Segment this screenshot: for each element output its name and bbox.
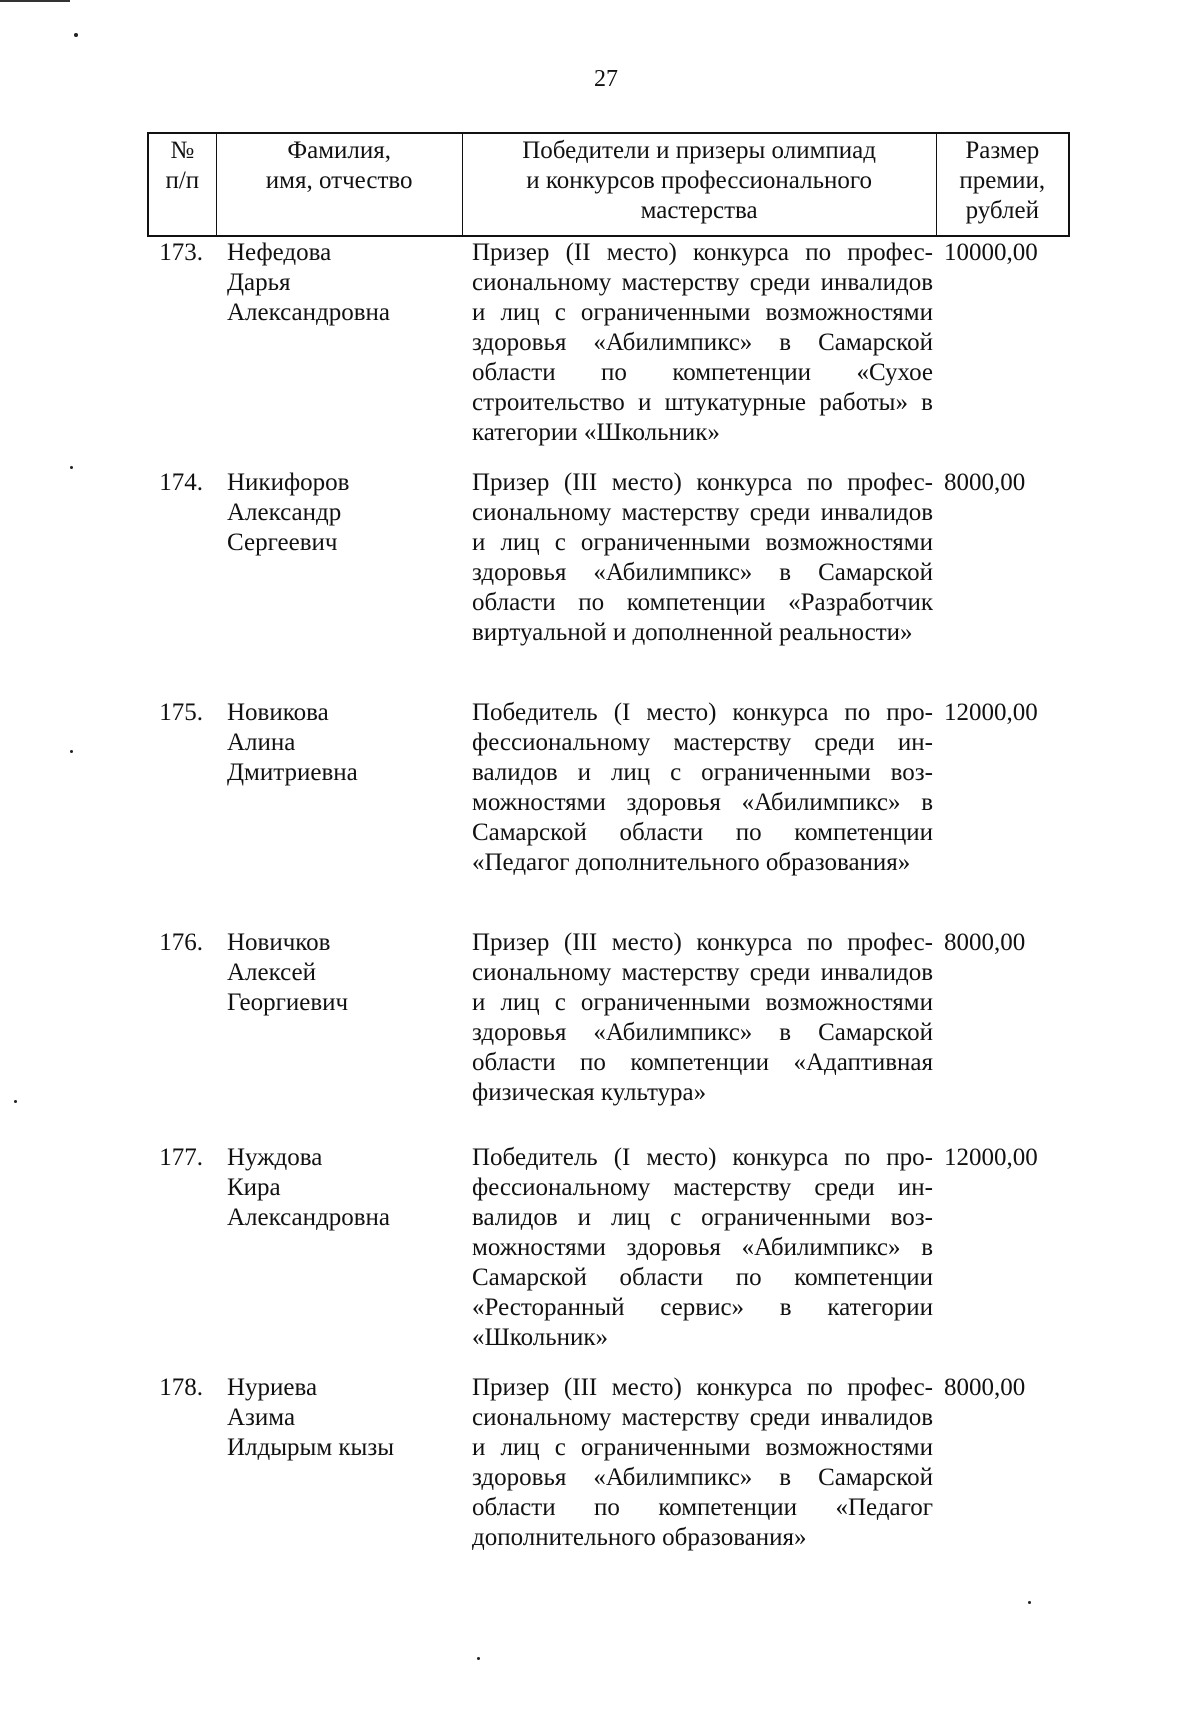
scan-artifact-dot bbox=[74, 33, 78, 37]
award-amount: 8000,00 bbox=[944, 469, 1026, 496]
scan-artifact-dot bbox=[477, 1657, 480, 1660]
award-amount: 10000,00 bbox=[944, 239, 1038, 266]
full-name: Нуриева Азима Илдырым кызы bbox=[227, 1374, 395, 1461]
table-body bbox=[147, 238, 1070, 1573]
scan-artifact-dot bbox=[1028, 1601, 1031, 1604]
scan-artifact-edge bbox=[0, 0, 70, 2]
row-number: 175. bbox=[159, 699, 203, 726]
competition-description: Призер (II место) конкурса по профессиональному мастерству среди инвалидов и лиц с ограниченными возможностями здоровья «Абилимпикс» в Самарской области по компетенции «Сухое строительство и штукатурные работы» в категории «Школьник» bbox=[472, 239, 933, 446]
row-number: 174. bbox=[159, 469, 203, 496]
table-row bbox=[147, 1143, 1070, 1373]
award-amount: 8000,00 bbox=[944, 1374, 1026, 1401]
page-number: 27 bbox=[594, 66, 618, 92]
scan-artifact-dot bbox=[70, 750, 73, 753]
scan-artifact-dot bbox=[14, 1100, 17, 1103]
competition-description: Призер (III место) конкурса по профессиональному мастерству среди инвалидов и лиц с ограниченными возможностями здоровья «Абилимпикс» в Самарской области по компетенции «Педагог дополнительного образования» bbox=[472, 1374, 933, 1551]
table-row bbox=[147, 1373, 1070, 1573]
header-number: № п/п bbox=[149, 134, 217, 235]
row-number: 177. bbox=[159, 1144, 203, 1171]
award-amount: 12000,00 bbox=[944, 699, 1038, 726]
competition-description: Призер (III место) конкурса по профессиональному мастерству среди инвалидов и лиц с ограниченными возможностями здоровья «Абилимпикс» в Самарской области по компетенции «Адаптивная физическая культура» bbox=[472, 929, 933, 1106]
table-row bbox=[147, 468, 1070, 698]
row-number: 178. bbox=[159, 1374, 203, 1401]
competition-description: Победитель (I место) конкурса по профессиональному мастерству среди инвалидов и лиц с ограниченными возможностями здоровья «Абилимпикс» в Самарской области по компетенции «Ресторанный сервис» в категории «Школьник» bbox=[472, 1144, 933, 1351]
header-competition: Победители и призеры олимпиад и конкурсов профессионального мастерства bbox=[463, 134, 937, 235]
table-row bbox=[147, 698, 1070, 928]
full-name: Никифоров Александр Сергеевич bbox=[227, 469, 350, 556]
competition-description: Победитель (I место) конкурса по профессиональному мастерству среди инвалидов и лиц с ограниченными возможностями здоровья «Абилимпикс» в Самарской области по компетенции «Педагог дополнительного образования» bbox=[472, 699, 933, 876]
header-award-amount: Размер премии, рублей bbox=[959, 137, 1046, 224]
header-full-name: Фамилия, имя, отчество bbox=[217, 134, 463, 235]
row-number: 176. bbox=[159, 929, 203, 956]
full-name: Нефедова Дарья Александровна bbox=[227, 239, 391, 326]
table-row bbox=[147, 928, 1070, 1143]
row-number: 173. bbox=[159, 239, 203, 266]
competition-description: Призер (III место) конкурса по профессиональному мастерству среди инвалидов и лиц с ограниченными возможностями здоровья «Абилимпикс» в Самарской области по компетенции «Разработчик виртуальной и дополненной реальности» bbox=[472, 469, 933, 646]
scan-artifact-dot bbox=[70, 466, 73, 469]
table-row bbox=[147, 238, 1070, 468]
award-amount: 8000,00 bbox=[944, 929, 1026, 956]
full-name: Новичков Алексей Георгиевич bbox=[227, 929, 349, 1016]
award-amount: 12000,00 bbox=[944, 1144, 1038, 1171]
table-header bbox=[147, 132, 1070, 237]
full-name: Нуждова Кира Александровна bbox=[227, 1144, 391, 1231]
full-name: Новикова Алина Дмитриевна bbox=[227, 699, 358, 786]
